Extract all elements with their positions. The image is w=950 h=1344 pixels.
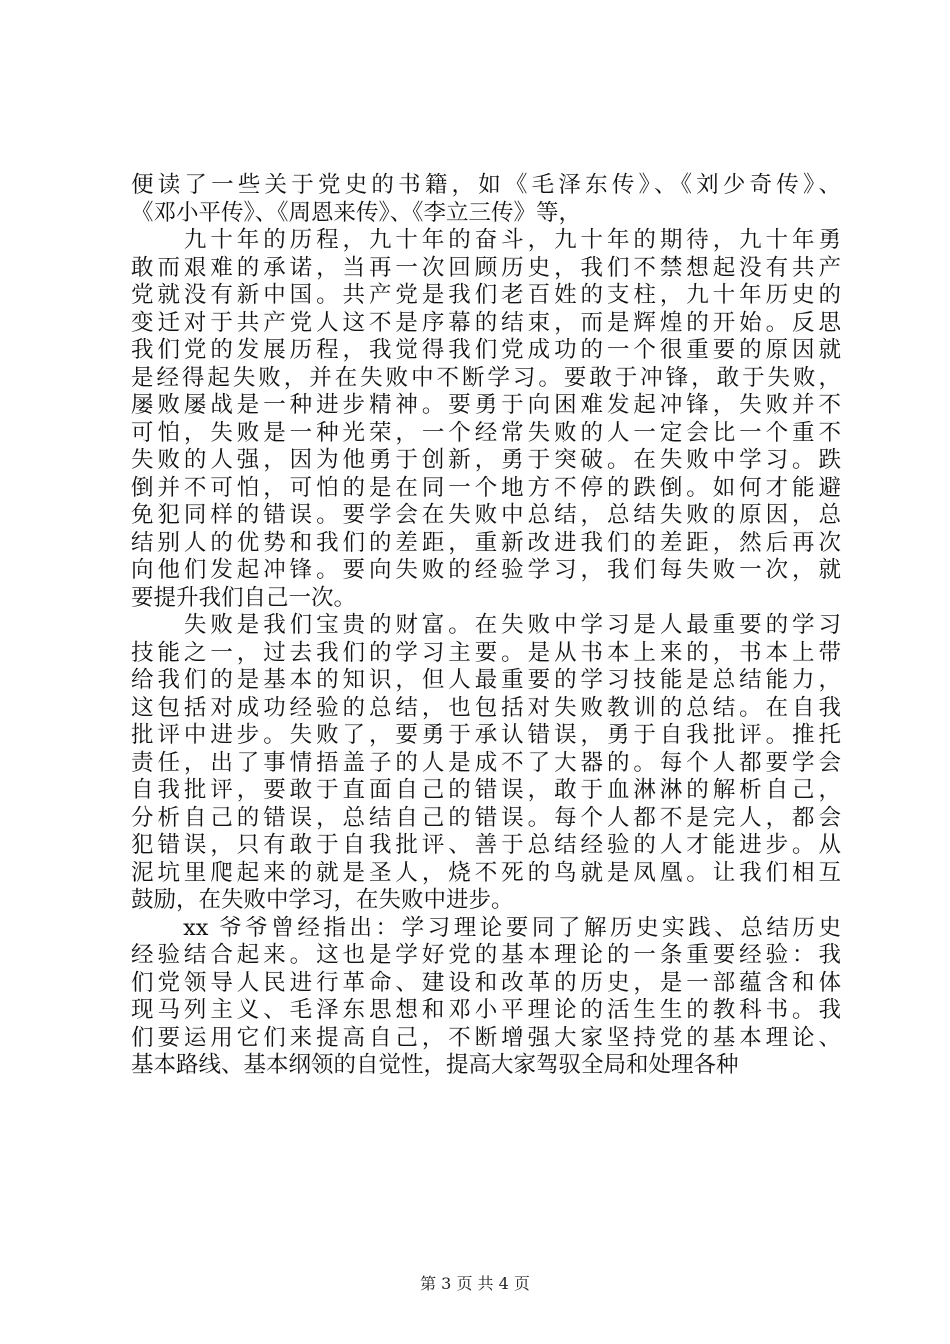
text-line: 批评中进步。失败了，要勇于承认错误，勇于自我批评。推托 (131, 722, 841, 748)
text-line: 变迁对于共产党人这不是序幕的结束，而是辉煌的开始。反思 (131, 309, 841, 336)
text-line: 基本路线、基本纲领的自觉性，提高大家驾驭全局和处理各种 (131, 1052, 739, 1078)
text-line: 给我们的是基本的知识，但人最重要的学习技能是总结能力， (131, 667, 841, 693)
text-line: 责任，出了事情捂盖子的人是成不了大器的。每个人都要学会 (131, 749, 841, 776)
text-line: 敢而艰难的承诺，当再一次回顾历史，我们不禁想起没有共产 (131, 254, 841, 281)
text-line: 要提升我们自己一次。 (131, 584, 357, 611)
paragraph (131, 227, 841, 612)
text-line: 九十年的历程，九十年的奋斗，九十年的期待，九十年勇 (131, 227, 841, 253)
document-body (131, 172, 841, 1080)
text-line: 分析自己的错误，总结自己的错误。每个人都不是完人，都会 (131, 804, 841, 831)
paragraph (131, 915, 841, 1080)
text-line: 犯错误，只有敢于自我批评、善于总结经验的人才能进步。从 (131, 832, 841, 858)
text-line: 《邓小平传》、《周恩来传》、《李立三传》等， (131, 199, 582, 226)
text-line: 泥坑里爬起来的就是圣人，烧不死的鸟就是凤凰。让我们相互 (131, 859, 841, 886)
text-line: 结别人的优势和我们的差距，重新改进我们的差距，然后再次 (131, 529, 841, 556)
text-line: 是经得起失败，并在失败中不断学习。要敢于冲锋，敢于失败， (131, 364, 841, 391)
text-line: 可怕，失败是一种光荣，一个经常失败的人一定会比一个重不 (131, 419, 841, 446)
text-line: 党就没有新中国。共产党是我们老百姓的支柱，九十年历史的 (131, 282, 841, 308)
text-line: 现马列主义、毛泽东思想和邓小平理论的活生生的教科书。我 (131, 997, 841, 1023)
text-line: 们要运用它们来提高自己，不断增强大家坚持党的基本理论、 (131, 1024, 841, 1051)
text-line: 自我批评，要敢于直面自己的错误，敢于血淋淋的解析自己， (131, 777, 841, 803)
text-line: 向他们发起冲锋。要向失败的经验学习，我们每失败一次，就 (131, 557, 841, 583)
page-number-footer: 第 3 页 共 4 页 (420, 1274, 530, 1293)
text-line: 便读了一些关于党史的书籍，如《毛泽东传》、《刘少奇传》、 (131, 172, 841, 198)
text-line: 鼓励，在失败中学习，在失败中进步。 (131, 887, 514, 913)
text-line: 技能之一，过去我们的学习主要。是从书本上来的，书本上带 (131, 639, 841, 666)
paragraph (131, 172, 841, 227)
text-line: 倒并不可怕，可怕的是在同一个地方不停的跌倒。如何才能避 (131, 474, 841, 501)
text-line: 免犯同样的错误。要学会在失败中总结，总结失败的原因，总 (131, 502, 841, 528)
text-line: xx 爷爷曾经指出：学习理论要同了解历史实践、总结历史 (131, 914, 841, 941)
text-line: 们党领导人民进行革命、建设和改革的历史，是一部蕴含和体 (131, 969, 841, 996)
text-line: 失败是我们宝贵的财富。在失败中学习是人最重要的学习 (131, 612, 841, 638)
text-line: 我们党的发展历程，我觉得我们党成功的一个很重要的原因就 (131, 337, 841, 363)
paragraph (131, 612, 841, 915)
text-line: 这包括对成功经验的总结，也包括对失败教训的总结。在自我 (131, 694, 841, 721)
text-line: 经验结合起来。这也是学好党的基本理论的一条重要经验：我 (131, 942, 841, 968)
text-line: 屡败屡战是一种进步精神。要勇于向困难发起冲锋，失败并不 (131, 392, 841, 418)
text-line: 失败的人强，因为他勇于创新，勇于突破。在失败中学习。跌 (131, 447, 841, 473)
